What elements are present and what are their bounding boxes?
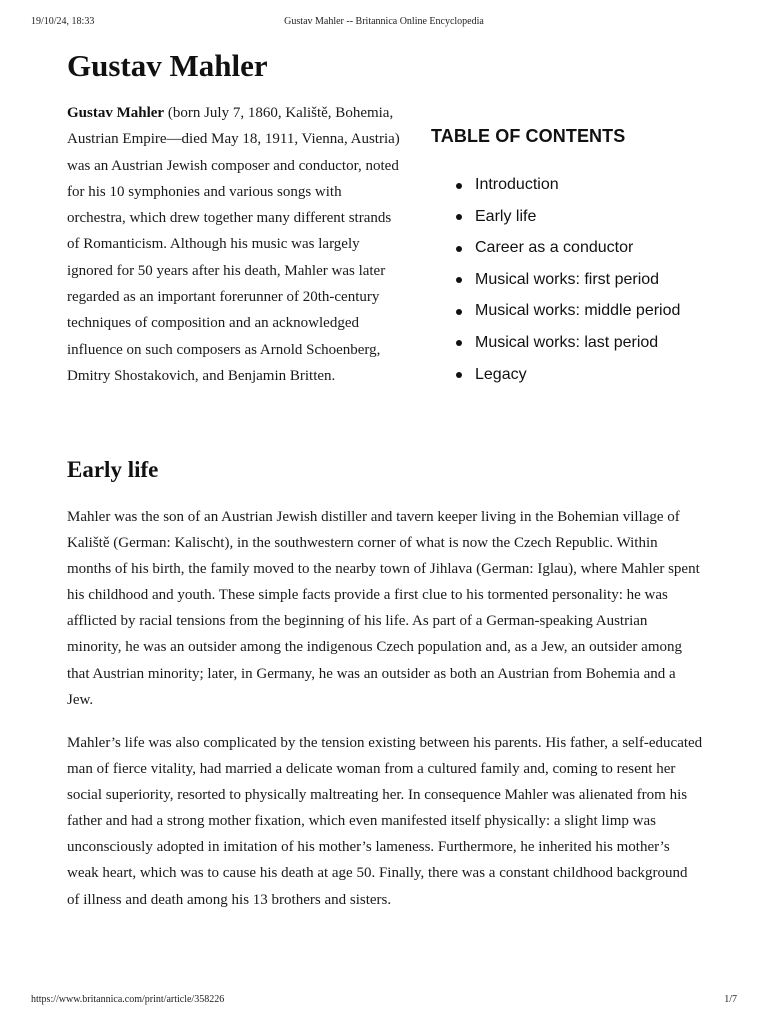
toc-item-label[interactable]: Musical works: first period <box>475 270 660 288</box>
bullet-icon <box>456 183 462 189</box>
bullet-icon <box>456 214 462 220</box>
toc-item-legacy[interactable] <box>431 364 731 396</box>
toc-item-musical-works-middle-period[interactable] <box>431 300 731 332</box>
intro-paragraph <box>67 100 402 389</box>
toc-item-label[interactable]: Introduction <box>475 176 559 193</box>
toc-title: TABLE OF CONTENTS <box>431 126 626 146</box>
toc-item-introduction[interactable] <box>431 174 731 206</box>
print-datetime: 19/10/24, 18:33 <box>31 16 95 27</box>
toc-item-musical-works-first-period[interactable] <box>431 269 731 301</box>
page-indicator: 1/7 <box>724 994 737 1005</box>
toc-item-label[interactable]: Early life <box>475 207 537 225</box>
toc-item-label[interactable]: Musical works: last period <box>475 333 659 351</box>
print-header <box>31 16 737 30</box>
print-source-url[interactable]: https://www.britannica.com/print/article/358226 <box>31 994 225 1005</box>
table-of-contents <box>431 124 731 383</box>
bullet-icon <box>456 309 462 315</box>
early-life-paragraph-2: Mahler’s life was also complicated by the tension existing between his parents. His father, a self-educated man of fierce vitality, had married a delicate woman from a cultured family and, coming to resent her social superiority, resorted to physically maltreating her. In consequence Mahler was alienated from his father and had a strong mother fixation, which even manifested itself physically: a slight limp was unconsciously adopted in imitation of his mother’s lameness. Furthermore, he inherited his mother’s weak heart, which was to cause his death at age 50. Finally, there was a constant childhood background of illness and death among his 13 brothers and sisters. <box>67 735 703 908</box>
toc-item-musical-works-last-period[interactable] <box>431 332 731 364</box>
intro-subject-name: Gustav Mahler <box>67 105 165 121</box>
section-heading-early-life: Early life <box>67 457 159 482</box>
toc-item-career-as-a-conductor[interactable] <box>431 237 731 269</box>
print-document-title: Gustav Mahler -- Britannica Online Encyclopedia <box>284 16 484 27</box>
page-title: Gustav Mahler <box>67 48 268 83</box>
toc-list <box>431 174 731 395</box>
bullet-icon <box>456 246 462 252</box>
toc-item-label[interactable]: Legacy <box>475 365 527 383</box>
toc-item-label[interactable]: Career as a conductor <box>475 239 634 257</box>
toc-item-label[interactable]: Musical works: middle period <box>475 302 681 320</box>
print-footer <box>31 994 737 1008</box>
intro-text: (born July 7, 1860, Kaliště, Bohemia, Austrian Empire—died May 18, 1911, Vienna, Austria) was an Austrian Jewish composer and conductor, noted for his 10 symphonies and various songs with orchestra, which drew together many different strands of Romanticism. Although his music was largely ignored for 50 years after his death, Mahler was later regarded as an important forerunner of 20th-century techniques of composition and an acknowledged influence on such composers as Arnold Schoenberg, Dmitry Shostakovich, and Benjamin Britten. <box>67 105 400 384</box>
toc-item-early-life[interactable] <box>431 206 731 238</box>
bullet-icon <box>456 340 462 346</box>
bullet-icon <box>456 277 462 283</box>
bullet-icon <box>456 372 462 378</box>
early-life-paragraph-1: Mahler was the son of an Austrian Jewish distiller and tavern keeper living in the Bohemian village of Kaliště (German: Kalischt), in the southwestern corner of what is now the Czech Republic. Within months of his birth, the family moved to the nearby town of Jihlava (German: Iglau), where Mahler spent his childhood and youth. These simple facts provide a first clue to his tormented personality: he was afflicted by racial tensions from the beginning of his life. As part of a German-speaking Austrian minority, he was an outsider among the indigenous Czech population and, as a Jew, an outsider among that Austrian minority; later, in Germany, he was an outsider as both an Austrian from Bohemia and a Jew. <box>67 509 700 708</box>
